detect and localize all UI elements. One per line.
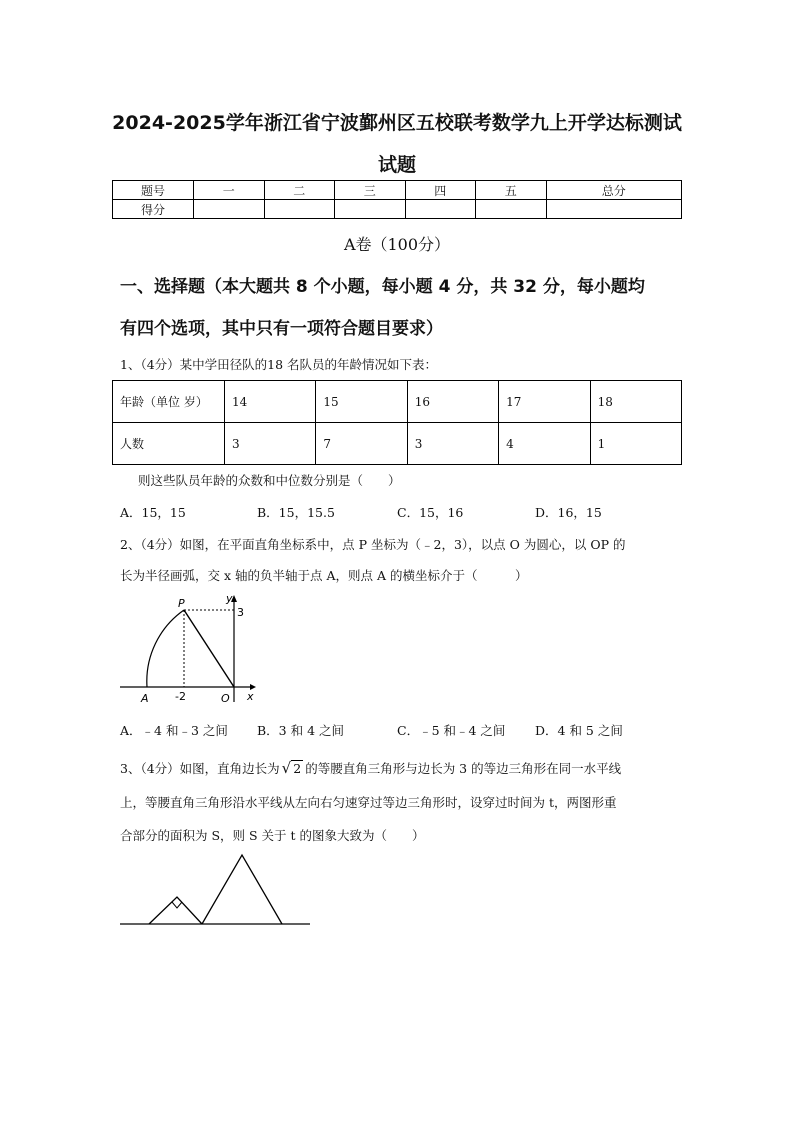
sqrt-icon: √ [281,759,292,777]
part1-heading-line1: 一、选择题（本大题共 8 个小题，每小题 4 分，共 32 分，每小题均 [120,277,645,297]
section-a-heading: A卷（100分） [343,235,451,254]
count-cell: 1 [590,423,681,465]
q1-stem: 1、（4分）某中学田径队的18 名队员的年龄情况如下表： [120,357,438,372]
age-cell: 17 [499,381,590,423]
label-three: 3 [237,606,244,619]
score-cell [476,200,547,219]
label-a: A [141,692,149,705]
part1-heading-line2: 有四个选项，其中只有一项符合题目要求） [120,319,443,339]
q1-option-d: D．16，15 [535,505,602,520]
q3-line1-start: 3、（4分）如图，直角边长为 [120,761,280,776]
sqrt-expression [282,759,304,777]
q1-option-c: C．15，16 [397,505,464,520]
q2-option-d: D．4 和 5 之间 [535,723,623,738]
q3-line1 [120,759,621,777]
score-cell [335,200,406,219]
score-cell [405,200,476,219]
arc-ap [147,610,184,687]
label-neg2: -2 [175,690,186,703]
label-p: P [178,597,185,610]
score-header-cell: 题号 [113,181,194,200]
segment-op [184,610,234,687]
age-cell: 15 [316,381,407,423]
isosceles-right-triangle [149,897,202,924]
label-x: x [247,690,254,703]
q1-option-a: A．15，15 [120,505,186,520]
score-cell [546,200,682,219]
score-header-cell: 一 [194,181,265,200]
q3-line3: 合部分的面积为 S，则 S 关于 t 的图象大致为（ ） [120,828,425,843]
q1-question: 则这些队员年龄的众数和中位数分别是（ ） [138,473,401,488]
q2-coordinate-figure [118,590,258,708]
score-table [112,180,682,219]
score-header-cell: 三 [335,181,406,200]
q1-option-b: B．15，15.5 [257,505,335,520]
score-cell [194,200,265,219]
q2-option-b: B．3 和 4 之间 [257,723,345,738]
count-cell: 3 [407,423,498,465]
document-title-line2: 试题 [377,154,416,176]
q2-line1: 2、（4分）如图，在平面直角坐标系中，点 P 坐标为（﹣2，3），以点 O 为圆心，以 OP 的 [120,537,626,552]
score-cell [264,200,335,219]
q3-triangles-figure [118,848,314,930]
count-cell: 3 [225,423,316,465]
age-cell: 18 [590,381,681,423]
equilateral-triangle [202,855,282,924]
count-cell: 4 [499,423,590,465]
count-table-row [113,423,682,465]
age-cell: 16 [407,381,498,423]
score-header-cell: 五 [476,181,547,200]
score-header-cell: 二 [264,181,335,200]
score-header-cell: 四 [405,181,476,200]
score-table-header-row [113,181,682,200]
q3-line2: 上，等腰直角三角形沿水平线从左向右匀速穿过等边三角形时，设穿过时间为 t，两图形重 [120,795,617,810]
sqrt-radicand: 2 [293,761,302,776]
q2-line2: 长为半径画弧，交 x 轴的负半轴于点 A，则点 A 的横坐标介于（ ） [120,568,528,583]
count-cell: 7 [316,423,407,465]
label-y: y [226,592,233,605]
score-row-label: 得分 [113,200,194,219]
score-header-cell: 总分 [546,181,682,200]
age-table [112,380,682,465]
score-table-score-row [113,200,682,219]
q3-line1-end: 的等腰直角三角形与边长为 3 的等边三角形在同一水平线 [305,761,622,776]
age-table-row [113,381,682,423]
q2-option-c: C．﹣5 和﹣4 之间 [397,723,506,738]
age-cell: 14 [225,381,316,423]
count-row-label: 人数 [113,423,225,465]
document-title-line1: 2024-2025学年浙江省宁波鄞州区五校联考数学九上开学达标测试 [112,112,682,134]
age-row-label: 年龄（单位 岁） [113,381,225,423]
right-angle-marker [172,902,182,908]
q2-option-a: A．﹣4 和﹣3 之间 [120,723,228,738]
label-o: O [221,692,230,705]
